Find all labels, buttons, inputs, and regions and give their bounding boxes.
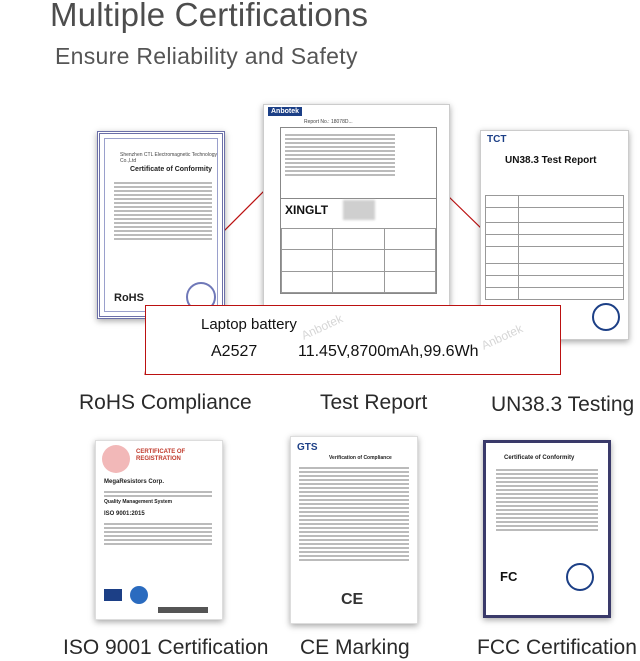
un38-doc-title: UN38.3 Test Report [505,155,597,166]
anab-logo [104,589,122,601]
tct-logo: TCT [487,134,507,145]
caption-un38: UN38.3 Testing [491,393,635,416]
blurred-logo [343,200,375,220]
iso-standard: ISO 9001:2015 [104,511,145,517]
iso-doc-title: CERTIFICATE OF REGISTRATION [136,449,186,463]
model-number: A2527 [211,343,258,360]
product-name: Laptop battery [201,316,297,333]
gts-logo: GTS [297,442,318,453]
anbotek-logo: Anbotek [268,107,302,116]
report-table [281,228,436,293]
watermark-text: Anbotek [299,311,345,343]
fcc-seal-icon [566,563,594,591]
page-subtitle: Ensure Reliability and Safety [55,43,358,69]
ce-certificate-image [290,436,418,624]
xinglt-mark: XINGLT [285,203,329,217]
iso-company: MegaResistors Corp. [104,479,165,485]
watermark-text: Anbotek [479,321,525,353]
rohs-certificate-image: Shenzhen CTL Electromagnetic Technology Co.,Ltd Certificate of Conformity RoHS [97,131,225,319]
fcc-doc-title: Certificate of Conformity [504,455,575,461]
iaf-logo [130,586,148,604]
rohs-doc-title: Certificate of Conformity [130,166,213,173]
test-report-image: Anbotek Report No.: 18078D... XINGLT [263,104,450,306]
fcc-mark: FC [500,569,518,584]
caption-ce: CE Marking [300,636,410,659]
caption-rohs: RoHS Compliance [79,391,252,414]
sai-global-logo [158,607,208,613]
iso-emblem-icon [102,445,130,473]
ce-mark-icon: CE [341,591,364,608]
page-title: Multiple Certifications [50,0,369,33]
caption-test-report: Test Report [320,391,428,414]
iso-system: Quality Management System [104,499,173,505]
caption-fcc: FCC Certification [477,636,637,659]
tct-seal-icon [592,303,620,331]
caption-iso: ISO 9001 Certification [63,636,269,659]
rohs-mark: RoHS [114,292,144,304]
fcc-certificate-image [483,440,611,618]
battery-spec: 11.45V,8700mAh,99.6Wh [298,343,479,360]
un38-table [485,195,624,300]
iso-certificate-image [95,440,223,620]
ce-doc-title: Verification of Compliance [329,455,392,461]
